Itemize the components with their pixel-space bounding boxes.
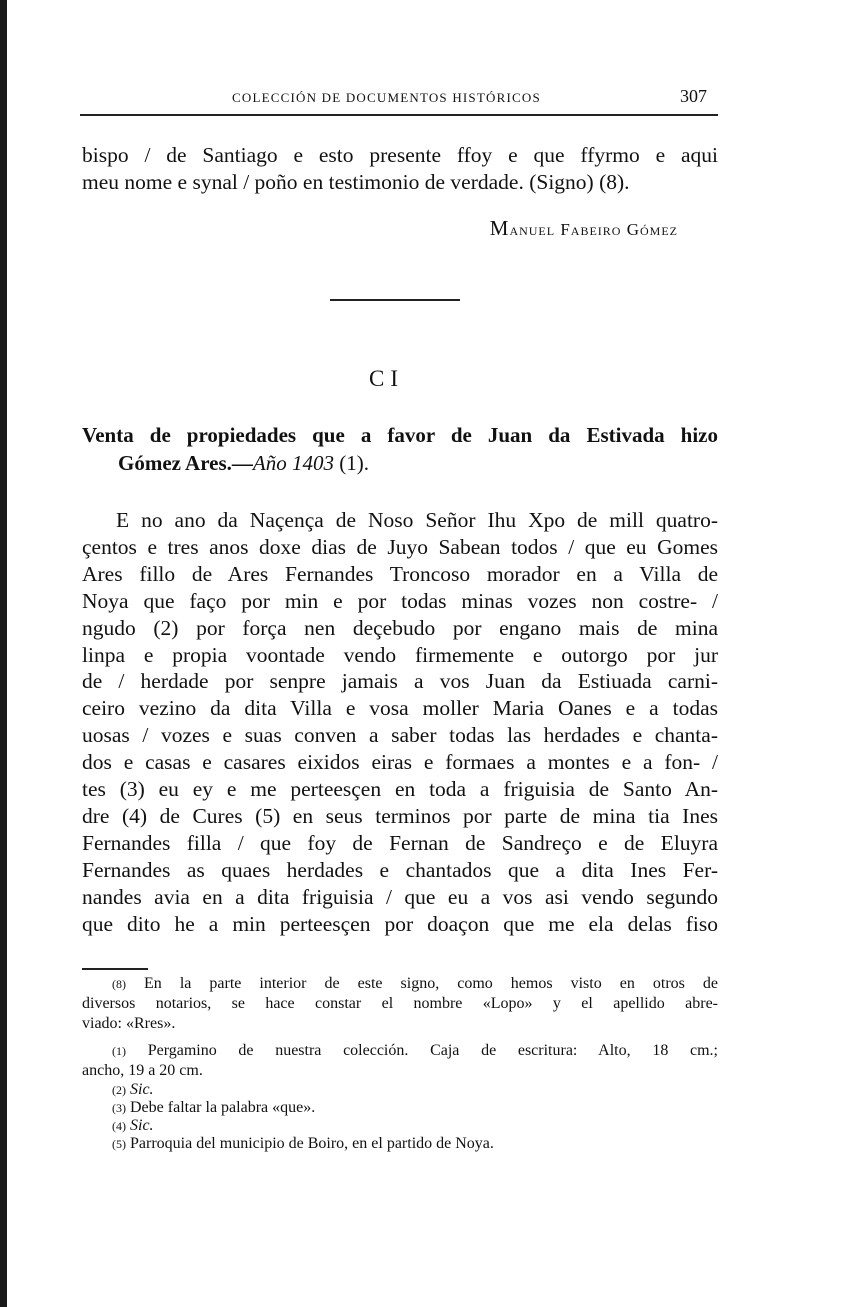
footnote-text: diversos notarios, se hace constar el nombre «Lopo» y el apellido abre- bbox=[82, 995, 718, 1012]
text-line: dos e casas e casares eixidos eiras e formaes a montes e a fon- / bbox=[82, 750, 718, 775]
text-line: çentos e tres anos doxe dias de Juyo Sabean todos / que eu Gomes bbox=[82, 534, 718, 559]
text-line: nandes avia en a dita friguisia / que eu a vos asi vendo segundo bbox=[82, 884, 718, 909]
text-line: que dito he a min perteesçen por doaçon que me ela delas fiso bbox=[82, 911, 718, 936]
footnote-rule bbox=[82, 968, 148, 970]
text-line: tes (3) eu ey e me perteesçen en toda a friguisia de Santo An- bbox=[82, 777, 718, 801]
text-line: ngudo (2) por força nen deçebudo por engano mais de mina bbox=[82, 615, 718, 640]
text-line: dre (4) de Cures (5) en seus terminos por parte de mina tia Ines bbox=[82, 803, 718, 828]
title-year: Año 1403 bbox=[252, 451, 334, 475]
footnote-line bbox=[82, 1061, 718, 1080]
footnote-line bbox=[82, 994, 718, 1013]
footnote-text: En la parte interior de este signo, como hemos visto en otros de bbox=[144, 975, 718, 992]
footnote-line bbox=[112, 1116, 718, 1136]
page-number: 307 bbox=[680, 86, 707, 106]
footnote-mark: (1) bbox=[112, 1044, 126, 1058]
text-line: linpa e propia voontade vendo firmemente e outorgo por jur bbox=[82, 642, 718, 667]
footnote-text: Sic. bbox=[130, 1117, 154, 1134]
text-line: uosas / vozes e suas conven a saber todas las herdades e chanta- bbox=[82, 723, 718, 748]
text-line: Fernandes as quaes herdades e chantados que a dita Ines Fer- bbox=[82, 857, 718, 882]
signature: Manuel Fabeiro Gómez bbox=[489, 216, 678, 240]
text-line: bispo / de Santiago e esto presente ffoy e que ffyrmo e aqui bbox=[82, 143, 718, 167]
text-line: Noya que faço por min e por todas minas vozes non costre- / bbox=[82, 588, 718, 613]
text-line: meu nome e synal / poño en testimonio de verdade. (Signo) (8). bbox=[82, 170, 630, 194]
footnote-text: viado: «Rres». bbox=[82, 1015, 176, 1032]
document-title: Venta de propiedades que a favor de Juan da Estivada hizo bbox=[82, 423, 718, 447]
scan-edge bbox=[0, 0, 7, 1307]
title-author: Gómez Ares.— bbox=[118, 451, 253, 475]
footnote-line bbox=[112, 1098, 718, 1118]
text-line: E no ano da Naçença de Noso Señor Ihu Xpo de mill quatro- bbox=[116, 508, 718, 532]
title-note-ref: (1). bbox=[334, 451, 369, 475]
footnote-line bbox=[112, 1041, 718, 1061]
text-line: de / herdade por senpre jamais a vos Juan da Estiuada carni- bbox=[82, 669, 718, 694]
footnote-line bbox=[112, 1134, 718, 1154]
footnote-mark: (8) bbox=[112, 977, 126, 991]
footnote-text: Parroquia del municipio de Boiro, en el partido de Noya. bbox=[130, 1135, 494, 1152]
footnote-line bbox=[112, 974, 718, 994]
running-title: COLECCIÓN DE DOCUMENTOS HISTÓRICOS bbox=[232, 90, 541, 105]
text-line: Fernandes filla / que foy de Fernan de Sandreço e de Eluyra bbox=[82, 830, 718, 855]
footnote-text: Debe faltar la palabra «que». bbox=[130, 1099, 316, 1116]
document-title-line2 bbox=[118, 449, 369, 477]
footnote-mark: (4) bbox=[112, 1119, 126, 1133]
footnote-text: Pergamino de nuestra colección. Caja de escritura: Alto, 18 cm.; bbox=[147, 1042, 718, 1059]
footnote-mark: (5) bbox=[112, 1137, 126, 1151]
document-number: CI bbox=[369, 366, 404, 391]
header-rule bbox=[80, 114, 718, 116]
footnote-mark: (3) bbox=[112, 1101, 126, 1115]
text-line: Ares fillo de Ares Fernandes Troncoso morador en a Villa de bbox=[82, 561, 718, 586]
text-line: ceiro vezino da dita Villa e vosa moller Maria Oanes e a todas bbox=[82, 696, 718, 721]
footnote-mark: (2) bbox=[112, 1083, 126, 1097]
section-divider bbox=[330, 299, 460, 301]
footnote-line bbox=[82, 1014, 718, 1033]
footnote-line bbox=[112, 1080, 718, 1100]
footnote-text: ancho, 19 a 20 cm. bbox=[82, 1062, 203, 1079]
footnote-text: Sic. bbox=[130, 1081, 154, 1098]
